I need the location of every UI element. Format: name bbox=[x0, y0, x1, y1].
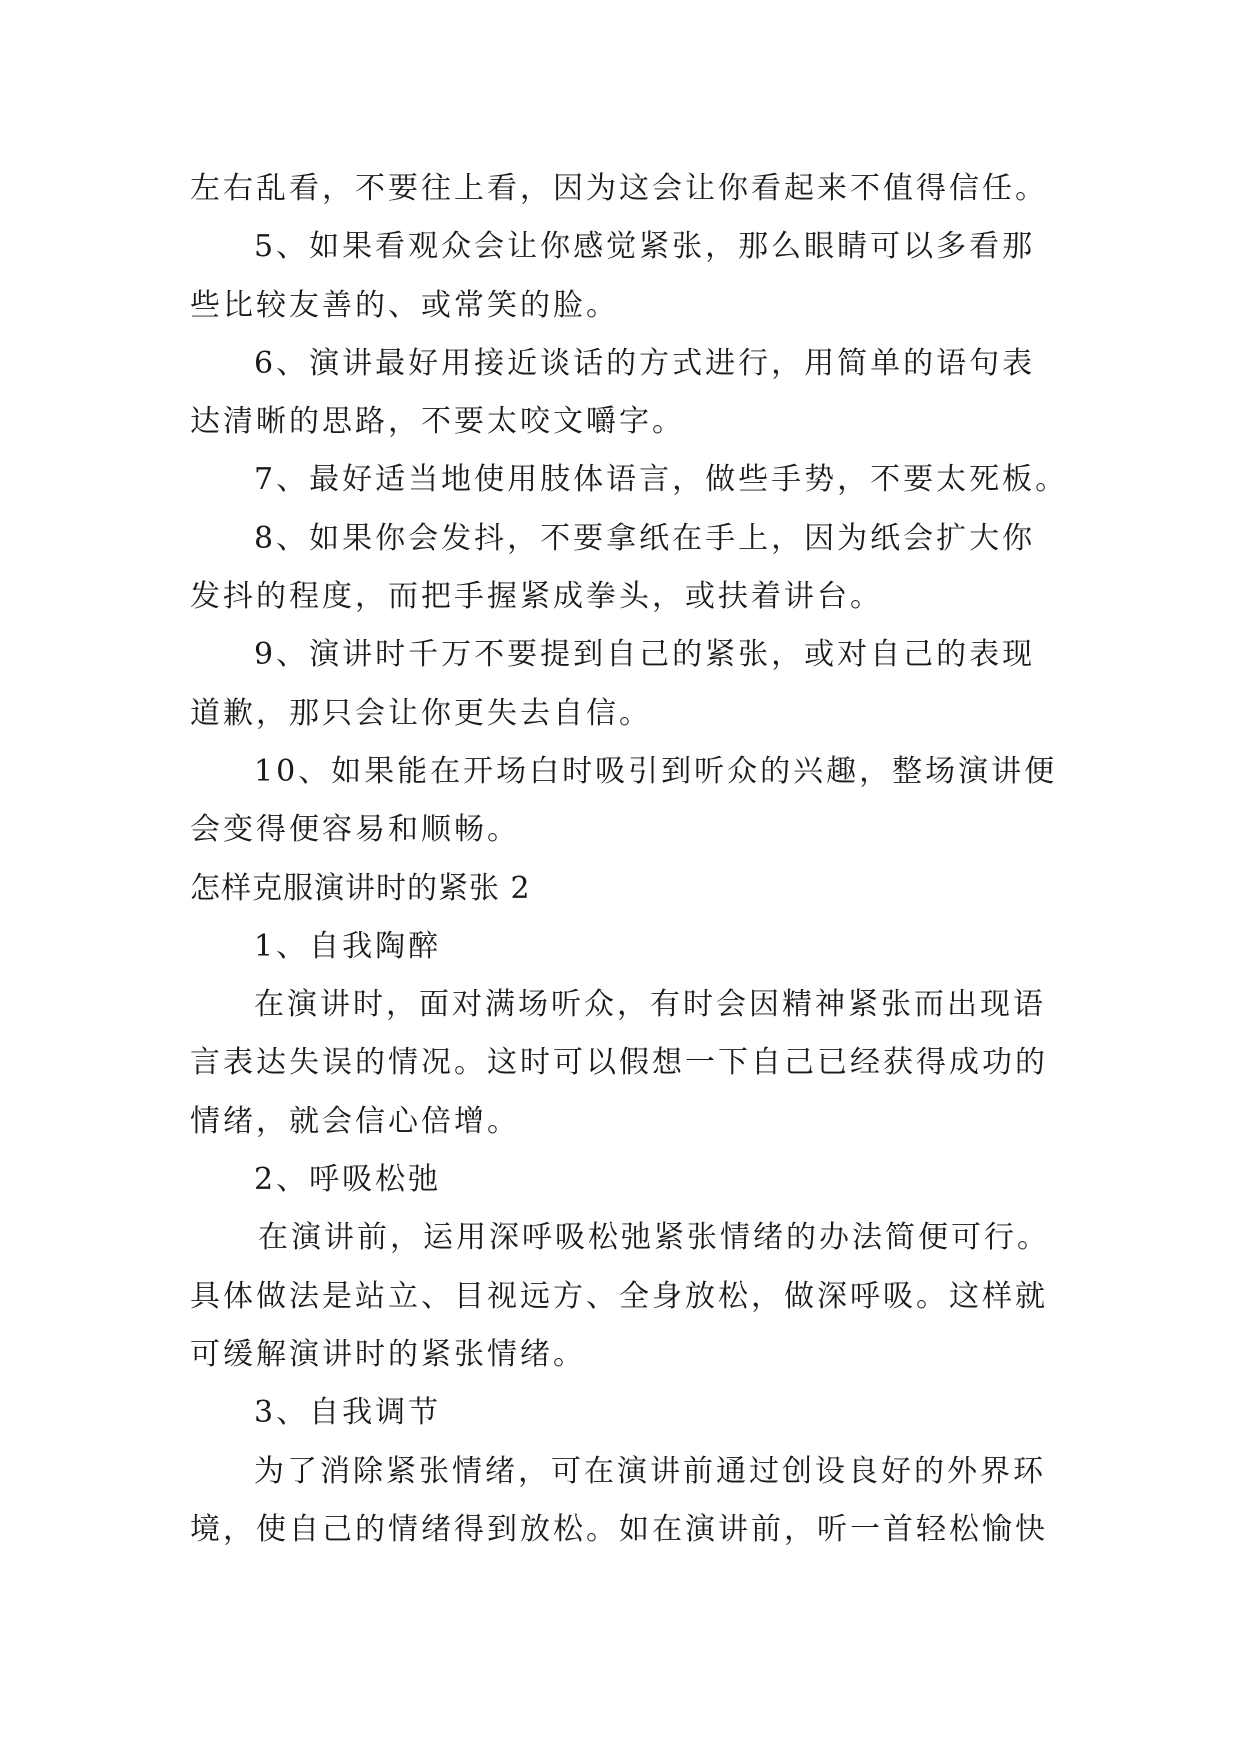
tip-10-continuation: 会变得便容易和顺畅。 bbox=[190, 812, 520, 848]
document-body bbox=[190, 160, 1069, 1559]
tip-9-line: 9、演讲时千万不要提到自己的紧张，或对自己的表现 bbox=[254, 637, 1036, 673]
tip-8-continuation: 发抖的程度，而把手握紧成拳头，或扶着讲台。 bbox=[190, 579, 883, 615]
paragraph-line: 左右乱看，不要往上看，因为这会让你看起来不值得信任。 bbox=[190, 171, 1048, 206]
tip-10-line: 10、如果能在开场白时吸引到听众的兴趣，整场演讲便 bbox=[254, 753, 1058, 789]
tip-5-continuation: 些比较友善的、或常笑的脸。 bbox=[190, 287, 619, 323]
section-1-continuation: 情绪，就会信心倍增。 bbox=[190, 1103, 520, 1139]
section-1-line: 在演讲时，面对满场听众，有时会因精神紧张而出现语 bbox=[254, 987, 1046, 1023]
section-2-continuation: 具体做法是站立、目视远方、全身放松，做深呼吸。这样就 bbox=[190, 1278, 1048, 1314]
tip-9-continuation: 道歉，那只会让你更失去自信。 bbox=[190, 695, 652, 731]
section-1-continuation: 言表达失误的情况。这时可以假想一下自己已经获得成功的 bbox=[190, 1045, 1048, 1081]
subheading-1: 1、自我陶醉 bbox=[254, 928, 442, 964]
subheading-3: 3、自我调节 bbox=[254, 1395, 442, 1431]
tip-6-continuation: 达清晰的思路，不要太咬文嚼字。 bbox=[190, 404, 685, 440]
tip-5-line: 5、如果看观众会让你感觉紧张，那么眼睛可以多看那 bbox=[254, 229, 1036, 265]
section-3-line: 为了消除紧张情绪，可在演讲前通过创设良好的外界环 bbox=[254, 1453, 1046, 1489]
tip-8-line: 8、如果你会发抖，不要拿纸在手上，因为纸会扩大你 bbox=[254, 520, 1036, 556]
tip-6-line: 6、演讲最好用接近谈话的方式进行，用简单的语句表 bbox=[254, 345, 1036, 381]
section-3-continuation: 境，使自己的情绪得到放松。如在演讲前，听一首轻松愉快 bbox=[190, 1511, 1048, 1547]
section-heading: 怎样克服演讲时的紧张 2 bbox=[190, 870, 531, 906]
tip-7-line: 7、最好适当地使用肢体语言，做些手势，不要太死板。 bbox=[254, 462, 1069, 498]
section-2-continuation: 可缓解演讲时的紧张情绪。 bbox=[190, 1336, 586, 1372]
section-2-line: 在演讲前，运用深呼吸松弛紧张情绪的办法简便可行。 bbox=[258, 1220, 1050, 1256]
subheading-2: 2、呼吸松弛 bbox=[254, 1162, 442, 1198]
